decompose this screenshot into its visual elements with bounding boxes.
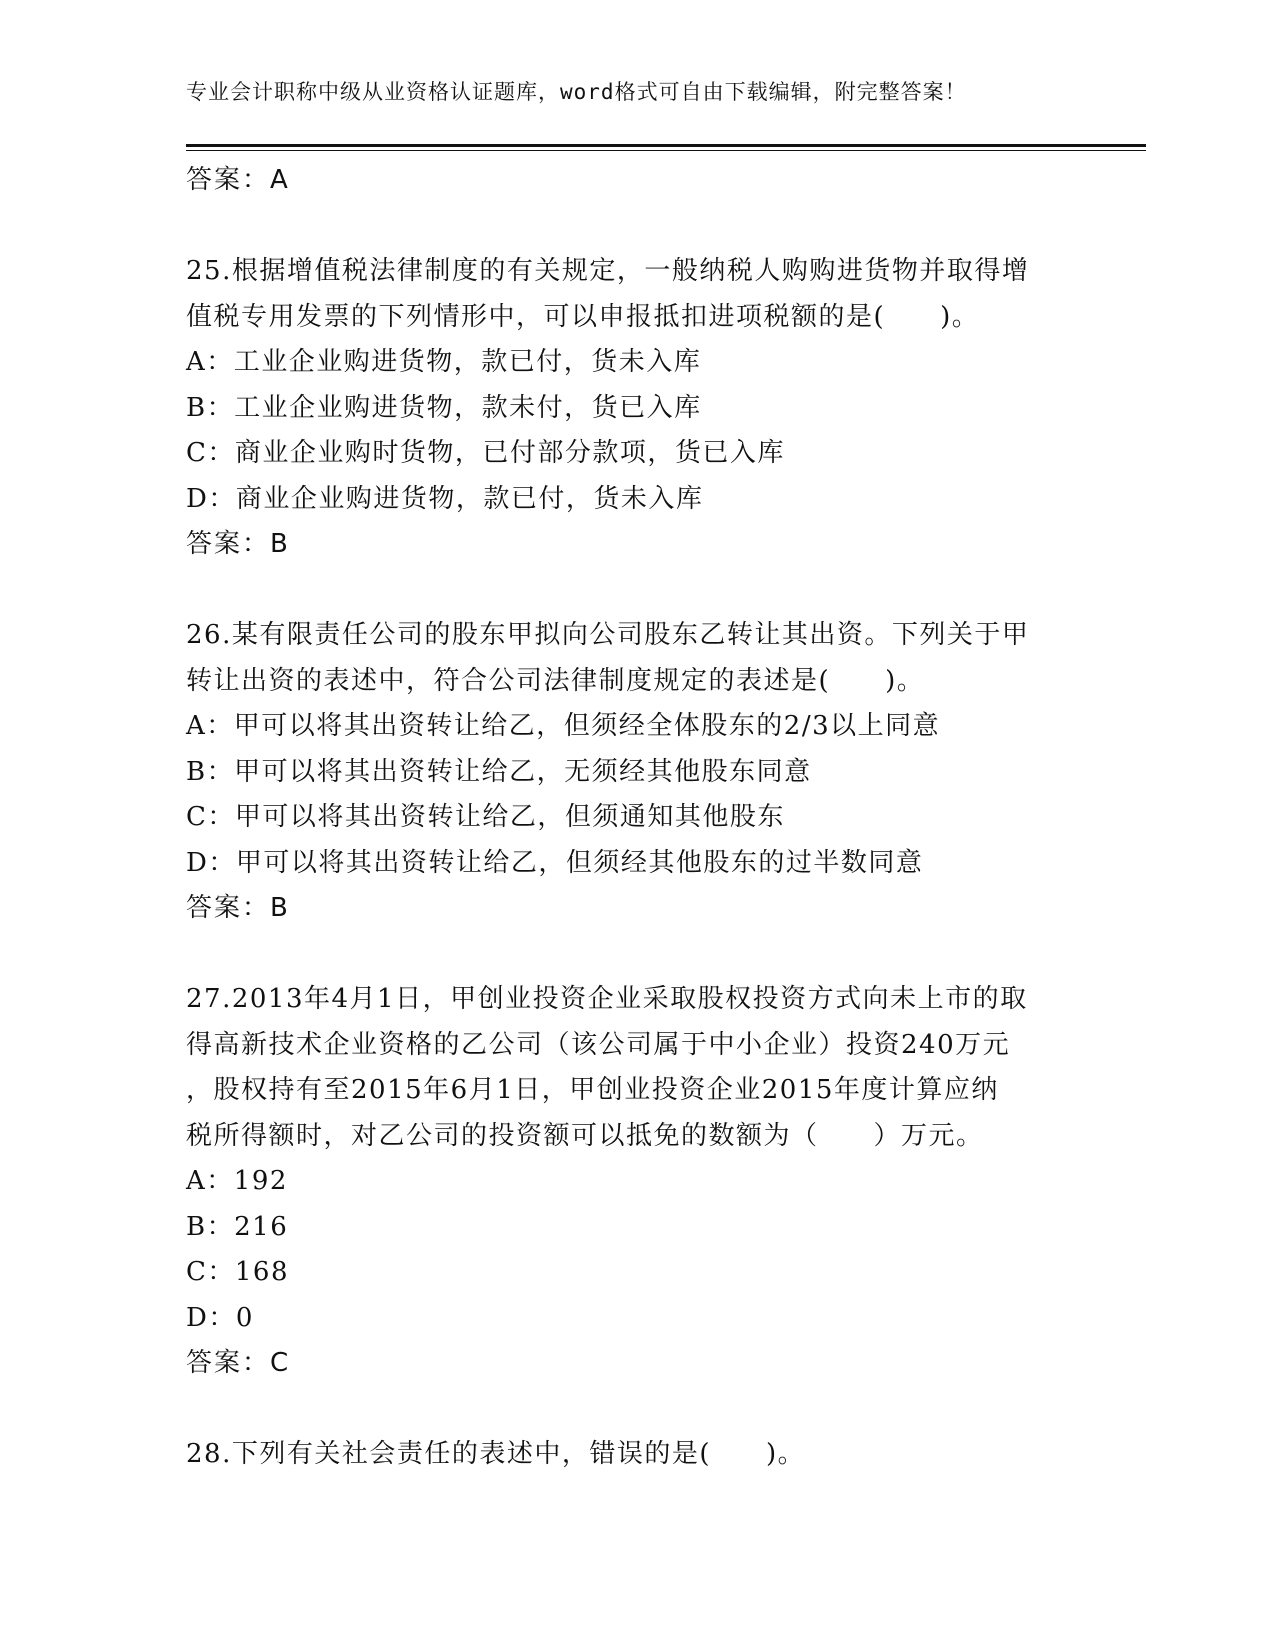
option-a: A：192 — [186, 1166, 288, 1196]
option-d: D：商业企业购进货物，款已付，货未入库 — [186, 483, 704, 514]
question-text-line: 得高新技术企业资格的乙公司（该公司属于中小企业）投资240万元 — [186, 1029, 1011, 1060]
header-rule-thick — [186, 144, 1146, 147]
question-text-line: ，股权持有至2015年6月1日，甲创业投资企业2015年度计算应纳 — [186, 1075, 999, 1105]
question-text-line: 26.某有限责任公司的股东甲拟向公司股东乙转让其出资。下列关于甲 — [186, 620, 1030, 650]
option-c: C：商业企业购时货物，已付部分款项，货已入库 — [186, 438, 785, 468]
option-a: A：工业企业购进货物，款已付，货未入库 — [186, 347, 702, 377]
question-list — [186, 158, 1086, 1478]
spacer — [186, 1387, 1086, 1433]
answer-26: 答案：B — [186, 893, 290, 923]
answer-24: 答案：A — [186, 165, 290, 195]
spacer — [186, 204, 1086, 250]
spacer — [186, 568, 1086, 614]
option-b: B：甲可以将其出资转让给乙，无须经其他股东同意 — [186, 756, 812, 787]
question-text-line: 27.2013年4月1日，甲创业投资企业采取股权投资方式向未上市的取 — [186, 984, 1028, 1014]
question-text-line: 税所得额时，对乙公司的投资额可以抵免的数额为（ ）万元。 — [186, 1120, 984, 1151]
answer-25: 答案：B — [186, 529, 290, 559]
question-text-line: 28.下列有关社会责任的表述中，错误的是( )。 — [186, 1439, 806, 1469]
page-header: 专业会计职称中级从业资格认证题库，word格式可自由下载编辑，附完整答案！ — [186, 80, 967, 104]
option-a: A：甲可以将其出资转让给乙，但须经全体股东的2/3以上同意 — [186, 711, 941, 741]
option-c: C：168 — [186, 1257, 290, 1287]
option-d: D：0 — [186, 1302, 254, 1333]
question-25 — [186, 249, 1086, 568]
option-c: C：甲可以将其出资转让给乙，但须通知其他股东 — [186, 802, 785, 832]
question-26 — [186, 613, 1086, 932]
header-rule-thin — [186, 150, 1146, 151]
question-27 — [186, 977, 1086, 1387]
answer-27: 答案：C — [186, 1348, 291, 1378]
question-text-line: 值税专用发票的下列情形中，可以申报抵扣进项税额的是( )。 — [186, 301, 980, 332]
option-b: B：216 — [186, 1211, 289, 1242]
question-text-line: 转让出资的表述中，符合公司法律制度规定的表述是( )。 — [186, 665, 925, 696]
option-b: B：工业企业购进货物，款未付，货已入库 — [186, 392, 702, 423]
spacer — [186, 932, 1086, 978]
question-text-line: 25.根据增值税法律制度的有关规定，一般纳税人购购进货物并取得增 — [186, 256, 1030, 286]
option-d: D：甲可以将其出资转让给乙，但须经其他股东的过半数同意 — [186, 847, 924, 878]
question-28 — [186, 1432, 1086, 1478]
